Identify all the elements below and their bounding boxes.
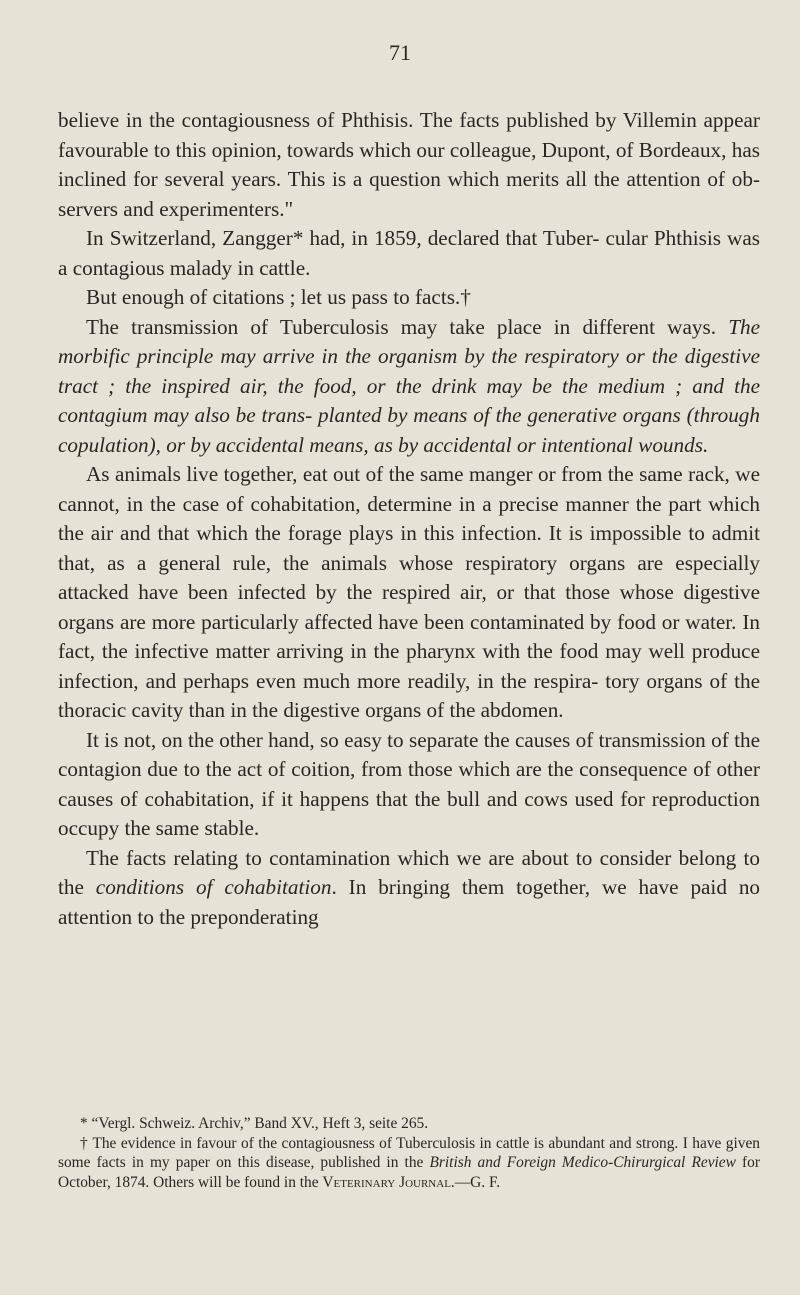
paragraph bbox=[58, 726, 760, 844]
paragraph bbox=[58, 106, 760, 224]
paragraph bbox=[58, 460, 760, 726]
paragraph-text: As animals live together, eat out of the same manger or from the same rack, we cannot, in the case of cohabitation, determine in a precise manner the part which the air and that which the forage plays in this infection. It is impossible to admit that, as a general rule, the animals whose respiratory organs are especially attacked have been infected by the respired air, or that those whose digestive organs are more particularly affected have been contaminated by food or water. In fact, the infective matter arriving in the pharynx with the food may well produce infection, and perhaps even much more readily, in the respira- tory organs of the thoracic cavity than in the digestive organs of the abdomen. bbox=[58, 462, 760, 722]
italic-phrase: conditions of cohabitation bbox=[95, 875, 332, 899]
paragraph bbox=[58, 224, 760, 283]
paragraph-text: believe in the contagiousness of Phthisis. The facts published by Villemin appear favourable to this opinion, towards which our colleague, Dupont, of Bordeaux, has inclined for several years. This is a question which merits all the attention of ob- servers and experimenters." bbox=[58, 108, 760, 221]
footnote bbox=[58, 1114, 760, 1134]
footnote-text: * “Vergl. Schweiz. Archiv,” Band XV., Heft 3, seite 265. bbox=[80, 1115, 429, 1132]
paragraph-text: The facts relating to contamination which we are about to consider belong to the bbox=[58, 845, 760, 899]
paragraph-text: In Switzerland, Zangger* had, in 1859, declared that Tuber- cular Phthisis was a contagious malady in cattle. bbox=[58, 226, 760, 280]
paragraph bbox=[58, 844, 760, 933]
page-number: 71 bbox=[389, 40, 411, 65]
paragraph-text: It is not, on the other hand, so easy to separate the causes of transmission of the contagion due to the act of coition, from those which are the consequence of other causes of cohabitation, if it happens that the bull and cows used for reproduction occupy the same stable. bbox=[58, 727, 760, 840]
italic-passage: The morbific principle may arrive in the organism by the respiratory or the digestive tract ; the inspired air, the food, or the drink may be the medium ; and the contagium may also be trans- planted by means of the generative organs (through copulation), or by accidental means, as by accidental or intentional wounds. bbox=[58, 314, 760, 457]
footnotes bbox=[58, 1114, 760, 1192]
footnote-text: .—G. F. bbox=[450, 1173, 501, 1191]
footnote-text: † The evidence in favour of the contagiousness of Tuberculosis in cattle is abundant and strong. I have given some facts in my paper on this disease, published in the bbox=[58, 1134, 760, 1171]
paragraph-text: But enough of citations ; let us pass to facts.† bbox=[86, 285, 471, 309]
footnote bbox=[58, 1134, 760, 1193]
footnote-text: for October, 1874. Others will be found in the bbox=[58, 1154, 760, 1191]
body-text bbox=[58, 106, 760, 932]
paragraph bbox=[58, 283, 760, 313]
journal-title: British and Foreign Medico-Chirurgical Review bbox=[429, 1154, 736, 1171]
paragraph-text: The transmission of Tuberculosis may take place in different ways. bbox=[86, 314, 729, 339]
paragraph-text: . In bringing them together, we have paid no attention to the preponderating bbox=[58, 875, 761, 929]
journal-title: Veterinary Journal bbox=[322, 1173, 451, 1191]
paragraph bbox=[58, 313, 760, 461]
